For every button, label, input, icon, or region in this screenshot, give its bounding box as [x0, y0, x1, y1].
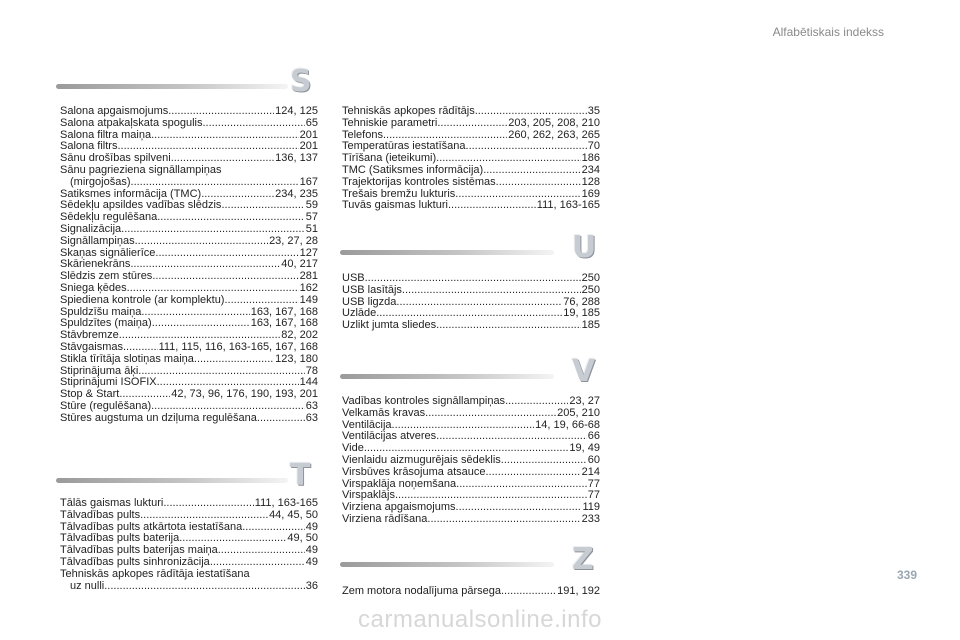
- index-entry-term: Sēdekļu regulēšana .....: [60, 212, 305, 224]
- index-entry-pages: 49, 50: [287, 533, 318, 545]
- index-entry: [342, 153, 600, 165]
- index-entry-pages: 63: [305, 412, 318, 424]
- index-entry-term: Sānu drošības spilveni .....: [60, 153, 274, 165]
- index-entry: [342, 285, 600, 297]
- index-entry-term: Sānu pagrieziena signāllampiņas: [60, 164, 222, 176]
- index-entry-term: Salona apgaismojums .....: [60, 106, 274, 118]
- index-entry-pages: 65: [305, 117, 318, 129]
- index-entry-pages: 36: [305, 580, 318, 592]
- index-entry-term: Signāllampiņas .....: [60, 236, 268, 248]
- index-entry-term: Uzlikt jumta sliedes .....: [342, 320, 581, 332]
- index-entry-pages: 163, 167, 168: [250, 318, 318, 330]
- index-entry-term: Vide .....: [342, 443, 568, 455]
- index-entry-term: Uzlāde .....: [342, 308, 562, 320]
- index-entry: [60, 366, 318, 378]
- section-header-v: [340, 354, 602, 394]
- index-entry-term: Vienlaidu aizmugurējais sēdeklis .....: [342, 455, 587, 467]
- index-entry-term: Vadības kontroles signāllampiņas .....: [342, 396, 568, 408]
- index-entry-term: Satiksmes informācija (TMC) .....: [60, 189, 274, 201]
- index-entry-pages: 14, 19, 66-68: [535, 419, 600, 431]
- index-entry-term: USB ligzda .....: [342, 297, 562, 309]
- index-entry: [60, 545, 318, 557]
- index-entry: [342, 106, 600, 118]
- index-entry: [60, 141, 318, 153]
- section-letter: S: [290, 64, 312, 99]
- index-entry-pages: 260, 262, 263, 265: [508, 129, 600, 141]
- index-entry: [342, 514, 600, 526]
- index-entry: [60, 533, 318, 545]
- index-entry: [342, 308, 600, 320]
- index-entry-pages: 49: [305, 521, 318, 533]
- index-entry-term: Sēdekļu apsildes vadības slēdzis .....: [60, 200, 305, 212]
- index-entry: [60, 259, 318, 271]
- index-entry-pages: 35: [587, 106, 600, 117]
- index-entry: [342, 431, 600, 443]
- index-entry-term: Stiprinājumi ISOFIX .....: [60, 377, 299, 389]
- section-divider: [340, 250, 554, 255]
- index-entry: [60, 569, 318, 581]
- index-entry: [60, 510, 318, 522]
- index-entry-term: Telefons .....: [342, 130, 507, 142]
- index-entry-pages: 77: [587, 478, 600, 490]
- index-entry: [60, 153, 318, 165]
- index-entry-term: (mirgojošas) .....: [60, 177, 299, 189]
- index-entry: [342, 165, 600, 177]
- index-entry-term: Skārienekrāns .....: [60, 259, 280, 271]
- index-entry-pages: 149: [299, 294, 318, 306]
- index-entry-term: USB .....: [342, 273, 581, 285]
- index-entry-pages: 23, 27, 28: [269, 235, 318, 247]
- index-entry-pages: 250: [581, 284, 600, 296]
- index-entry-pages: 111, 115, 116, 163-165, 167, 168: [158, 341, 318, 353]
- index-entry-pages: 60: [587, 454, 600, 466]
- index-entry-pages: 127: [299, 247, 318, 259]
- index-entry-term: Tālvadības pults baterija .....: [60, 533, 286, 545]
- index-entry-pages: 82, 202: [281, 330, 318, 342]
- index-entry: [342, 490, 600, 502]
- index-entry-term: Tuvās gaismas lukturi .....: [342, 200, 536, 212]
- index-entry: [60, 295, 318, 307]
- index-entry: [342, 189, 600, 201]
- index-entry-pages: 162: [299, 282, 318, 294]
- index-entry: [60, 177, 318, 189]
- index-entry: [60, 377, 318, 389]
- index-entry-pages: 234, 235: [275, 188, 318, 200]
- index-entry-pages: 76, 288: [563, 296, 600, 308]
- index-entry: [60, 307, 318, 319]
- index-entry-term: Stop & Start .....: [60, 389, 170, 401]
- index-entry-pages: 63: [305, 400, 318, 412]
- index-entry-pages: 205, 210: [557, 407, 600, 419]
- index-entry-pages: 201: [299, 141, 318, 153]
- index-entry-pages: 59: [305, 200, 318, 212]
- index-entry-pages: 119: [582, 502, 600, 514]
- index-entry-term: Tālvadības pults .....: [60, 510, 268, 522]
- index-entry-term: Tālvadības pults sinhronizācija .....: [60, 557, 305, 569]
- section-divider: [56, 84, 288, 89]
- index-entry-pages: 144: [299, 377, 318, 389]
- section-letter: Z: [572, 542, 594, 577]
- index-entry-pages: 42, 73, 96, 176, 190, 193, 201: [171, 389, 318, 401]
- index-entry: [342, 118, 600, 130]
- index-entry: [60, 557, 318, 569]
- index-entry-term: Virziena rādīšana .....: [342, 514, 581, 526]
- index-entry-term: Velkamās kravas .....: [342, 408, 556, 420]
- index-entry-pages: 78: [305, 365, 318, 377]
- index-entry-pages: 185: [581, 320, 600, 332]
- index-entry-pages: 70: [587, 141, 600, 153]
- index-entry-pages: 123, 180: [275, 353, 318, 365]
- index-entry: [60, 413, 318, 425]
- index-entry-pages: 77: [587, 490, 600, 502]
- index-entry-term: Virspaklāja noņemšana .....: [342, 479, 587, 491]
- index-entry: [60, 342, 318, 354]
- index-entry: [60, 236, 318, 248]
- index-entry-term: Virspaklājs .....: [342, 490, 587, 502]
- section-divider: [56, 478, 288, 483]
- index-entry-term: Stikla tīrītāja slotiņas maiņa .....: [60, 354, 274, 366]
- index-entry-pages: 19, 185: [563, 308, 600, 320]
- index-entry: [342, 177, 600, 189]
- section-letter: U: [572, 230, 597, 265]
- index-entry-pages: 186: [581, 153, 600, 165]
- index-entry-term: Tālvadības pults atkārtota iestatīšana .....: [60, 522, 305, 534]
- index-entry-pages: 234: [581, 164, 600, 176]
- index-entry: [60, 401, 318, 413]
- index-entry: [342, 273, 600, 285]
- index-entry: [342, 408, 600, 420]
- index-entry-term: USB lasītājs .....: [342, 285, 581, 297]
- section-header-z: [340, 542, 602, 582]
- section-header-s: [56, 64, 312, 104]
- index-entry-pages: 23, 27: [569, 396, 600, 407]
- section-letter: T: [290, 458, 311, 493]
- index-entry: [342, 479, 600, 491]
- index-entry: [60, 498, 318, 510]
- index-entry-term: Salona filtrs .....: [60, 141, 299, 153]
- index-entry: [342, 200, 600, 212]
- index-entry-term: Zem motora nodalījuma pārsega .....: [342, 586, 556, 598]
- index-entry: [342, 443, 600, 455]
- index-entry: [60, 165, 318, 177]
- index-entry-term: Salona atpakaļskata spogulis .....: [60, 118, 305, 130]
- index-entry-pages: 49: [305, 545, 318, 557]
- index-list-t-continued: [342, 106, 600, 212]
- index-entry: [342, 396, 600, 408]
- index-entry-pages: 66: [587, 431, 600, 443]
- index-entry-pages: 136, 137: [275, 153, 318, 165]
- index-entry-pages: 111, 163-165: [254, 498, 318, 509]
- index-entry: [342, 130, 600, 142]
- index-entry-pages: 57: [305, 212, 318, 224]
- index-entry-term: Spuldzītes (maiņa) .....: [60, 318, 250, 330]
- index-entry-term: Skaņas signālierīce .....: [60, 248, 299, 260]
- index-entry-term: uz nulli .....: [60, 581, 305, 593]
- index-entry: [342, 297, 600, 309]
- index-entry-pages: 250: [581, 273, 600, 284]
- index-entry: [342, 141, 600, 153]
- index-entry-term: Slēdzis zem stūres .....: [60, 271, 299, 283]
- index-entry: [60, 130, 318, 142]
- index-entry-pages: 214: [581, 466, 600, 478]
- index-entry-pages: 49: [305, 556, 318, 568]
- index-entry-term: Virsbūves krāsojuma atsauce .....: [342, 467, 581, 479]
- index-entry-term: Trešais bremžu lukturis .....: [342, 189, 581, 201]
- index-entry: [60, 389, 318, 401]
- index-entry-term: Stiprinājuma āķi .....: [60, 366, 305, 378]
- index-entry-term: Stūre (regulēšana) .....: [60, 401, 305, 413]
- index-entry-pages: 169: [581, 188, 600, 200]
- index-entry-pages: 44, 45, 50: [269, 509, 318, 521]
- index-entry: [60, 189, 318, 201]
- index-entry-term: Tālvadības pults baterijas maiņa .....: [60, 545, 305, 557]
- index-entry-term: Stūres augstuma un dziļuma regulēšana .....: [60, 413, 305, 425]
- page-number: 339: [896, 568, 917, 582]
- section-header-t: [56, 458, 312, 498]
- index-entry-term: Stāvgaismas .....: [60, 342, 158, 354]
- index-entry-term: Tālās gaismas lukturi .....: [60, 498, 254, 510]
- index-entry: [60, 318, 318, 330]
- index-entry: [342, 320, 600, 332]
- index-entry: [60, 354, 318, 366]
- index-entry-term: Ventilācijas atveres .....: [342, 431, 587, 443]
- section-divider: [340, 562, 554, 567]
- index-entry: [60, 212, 318, 224]
- index-entry-pages: 281: [299, 271, 318, 283]
- index-entry-term: Tehniskās apkopes rādītāja iestatīšana: [60, 568, 250, 580]
- index-entry-term: Temperatūras iestatīšana .....: [342, 141, 587, 153]
- index-entry-pages: 111, 163-165: [536, 200, 600, 212]
- index-entry-pages: 51: [305, 223, 318, 235]
- index-entry: [60, 283, 318, 295]
- index-entry: [60, 118, 318, 130]
- index-entry-term: Stāvbremze .....: [60, 330, 280, 342]
- index-entry-term: Tehniskie parametri .....: [342, 118, 507, 130]
- index-list-v: [342, 396, 600, 526]
- index-entry-pages: 19, 49: [569, 443, 600, 455]
- index-list-s: [60, 106, 318, 425]
- index-entry-term: Tehniskās apkopes rādītājs .....: [342, 106, 587, 118]
- index-entry: [60, 581, 318, 593]
- index-entry-term: Spuldzīšu maiņa .....: [60, 307, 250, 319]
- index-entry-term: Virziena apgaismojums .....: [342, 502, 581, 514]
- section-letter: V: [572, 354, 596, 389]
- section-header-u: [340, 230, 602, 270]
- watermark-text: carmanualsonline.info: [358, 606, 602, 633]
- index-entry-term: Sniega ķēdes .....: [60, 283, 299, 295]
- index-entry-pages: 201: [299, 129, 318, 141]
- page-header-title: Alfabētiskais indekss: [772, 25, 884, 39]
- index-entry-pages: 203, 205, 208, 210: [508, 117, 600, 129]
- index-entry-term: Tīrīšana (ieteikumi) .....: [342, 153, 581, 165]
- index-entry: [342, 455, 600, 467]
- index-entry-pages: 124, 125: [275, 106, 318, 117]
- index-entry: [342, 586, 600, 598]
- index-list-t: [60, 498, 318, 592]
- index-entry-term: TMC (Satiksmes informācija) .....: [342, 165, 581, 177]
- index-entry: [60, 271, 318, 283]
- index-entry-term: Trajektorijas kontroles sistēmas .....: [342, 177, 581, 189]
- index-entry-pages: 163, 167, 168: [250, 306, 318, 318]
- section-divider: [340, 374, 554, 379]
- index-entry: [60, 248, 318, 260]
- index-entry-pages: 167: [299, 176, 318, 188]
- index-entry: [60, 330, 318, 342]
- index-entry-term: Spiediena kontrole (ar komplektu) .....: [60, 295, 299, 307]
- index-entry: [342, 502, 600, 514]
- index-list-u: [342, 273, 600, 332]
- index-entry-pages: 128: [581, 176, 600, 188]
- index-entry: [60, 522, 318, 534]
- index-entry-term: Salona filtra maiņa .....: [60, 130, 299, 142]
- index-entry-pages: 191, 192: [557, 586, 600, 597]
- index-entry: [60, 200, 318, 212]
- index-entry: [60, 224, 318, 236]
- index-list-z: [342, 586, 600, 598]
- index-entry-pages: 40, 217: [281, 259, 318, 271]
- index-entry: [342, 467, 600, 479]
- index-entry-term: Ventilācija .....: [342, 420, 534, 432]
- index-entry: [342, 420, 600, 432]
- index-entry: [60, 106, 318, 118]
- index-entry-term: Signalizācija .....: [60, 224, 305, 236]
- index-entry-pages: 233: [581, 513, 600, 525]
